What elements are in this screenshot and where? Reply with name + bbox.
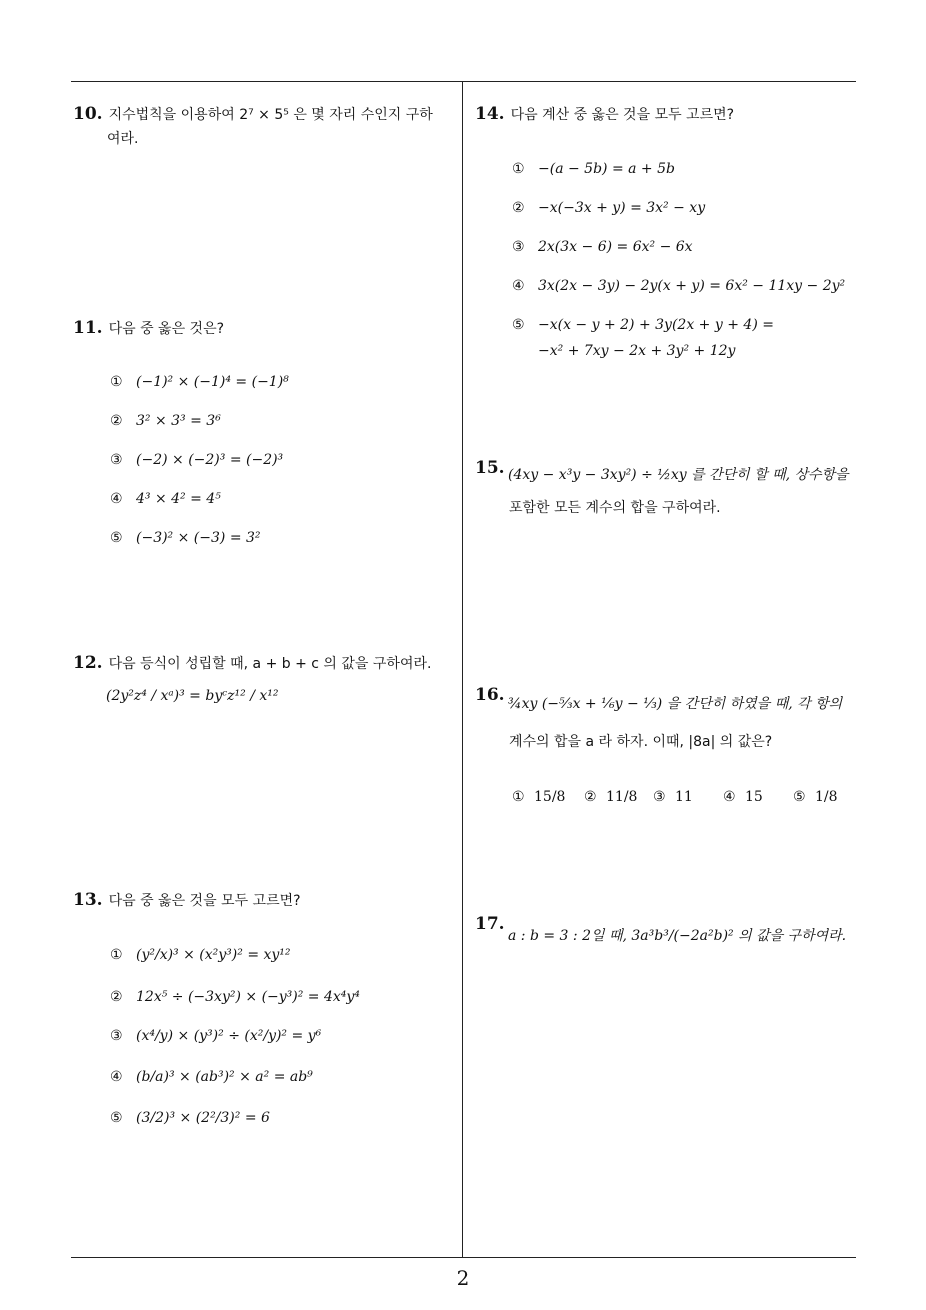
question-text-continued: 계수의 합을 a 라 하자. 이때, |8a| 의 값은? [509, 734, 773, 750]
option-4: ④ 4³ × 4² = 4⁵ [110, 491, 221, 507]
option-5: ⑤ (3/2)³ × (2²/3)² = 6 [110, 1110, 270, 1126]
question-text-continued: 여라. [107, 131, 139, 147]
option-1: ① 15/8 [512, 789, 566, 805]
option-3: ③ 2x(3x − 6) = 6x² − 6x [512, 239, 693, 255]
question-number: 14. [475, 104, 505, 124]
question-text: 지수법칙을 이용하여 2⁷ × 5⁵ 은 몇 자리 수인지 구하 [108, 107, 433, 123]
option-2: ② 12x⁵ ÷ (−3xy²) × (−y³)² = 4x⁴y⁴ [110, 989, 360, 1005]
question-text: 다음 등식이 성립할 때, a + b + c 의 값을 구하여라. [108, 656, 432, 672]
question-13 [73, 888, 458, 913]
question-number: 11. [73, 318, 103, 338]
question-text-continued: 포함한 모든 계수의 합을 구하여라. [509, 500, 721, 516]
option-2: ② 3² × 3³ = 3⁶ [110, 413, 221, 429]
option-5: ⑤ (−3)² × (−3) = 3² [110, 530, 261, 546]
question-text: 다음 중 옳은 것은? [108, 321, 225, 337]
option-1: ① −(a − 5b) = a + 5b [512, 161, 675, 177]
question-number: 16. [475, 685, 505, 705]
option-3: ③ 11 [653, 789, 693, 805]
option-4: ④ 15 [723, 789, 763, 805]
question-14 [475, 102, 860, 127]
option-4: ④ 3x(2x − 3y) − 2y(x + y) = 6x² − 11xy − 2y² [512, 278, 846, 294]
option-3: ③ (−2) × (−2)³ = (−2)³ [110, 452, 284, 468]
question-text: 다음 중 옳은 것을 모두 고르면? [108, 893, 301, 909]
option-1: ① (−1)² × (−1)⁴ = (−1)⁸ [110, 374, 289, 390]
option-5: ⑤ −x(x − y + 2) + 3y(2x + y + 4) = [512, 317, 774, 333]
option-1: ① (y²/x)³ × (x²y³)² = xy¹² [110, 947, 291, 963]
question-text: ¾xy (−⁵⁄₃x + ⅙y − ⅓) 을 간단히 하였을 때, 각 항의 [508, 696, 843, 712]
question-number: 17. [475, 914, 505, 934]
question-10 [73, 102, 458, 151]
option-2: ② 11/8 [584, 789, 638, 805]
question-text: (4xy − x³y − 3xy²) ÷ ½xy 를 간단히 할 때, 상수항을 [508, 467, 849, 483]
option-5: ⑤ 1/8 [793, 789, 838, 805]
question-number: 13. [73, 890, 103, 910]
question-number: 10. [73, 104, 103, 124]
column-divider [462, 82, 463, 1257]
question-12 [73, 651, 458, 676]
option-4: ④ (b/a)³ × (ab³)² × a² = ab⁹ [110, 1069, 313, 1085]
equation: (2y²z⁴ / xᵃ)³ = byᶜz¹² / x¹² [106, 688, 279, 704]
option-2: ② −x(−3x + y) = 3x² − xy [512, 200, 706, 216]
bottom-rule [71, 1257, 856, 1258]
top-rule [71, 81, 856, 82]
option-5-continued: −x² + 7xy − 2x + 3y² + 12y [538, 343, 736, 359]
option-3: ③ (x⁴/y) × (y³)² ÷ (x²/y)² = y⁶ [110, 1028, 322, 1044]
question-text: a : b = 3 : 2일 때, 3a³b³/(−2a²b)² 의 값을 구하여라. [508, 928, 847, 944]
question-text: 다음 계산 중 옳은 것을 모두 고르면? [510, 107, 735, 123]
page-number: 2 [456, 1266, 470, 1290]
question-number: 12. [73, 653, 103, 673]
question-11 [73, 316, 458, 341]
question-number: 15. [475, 458, 505, 478]
